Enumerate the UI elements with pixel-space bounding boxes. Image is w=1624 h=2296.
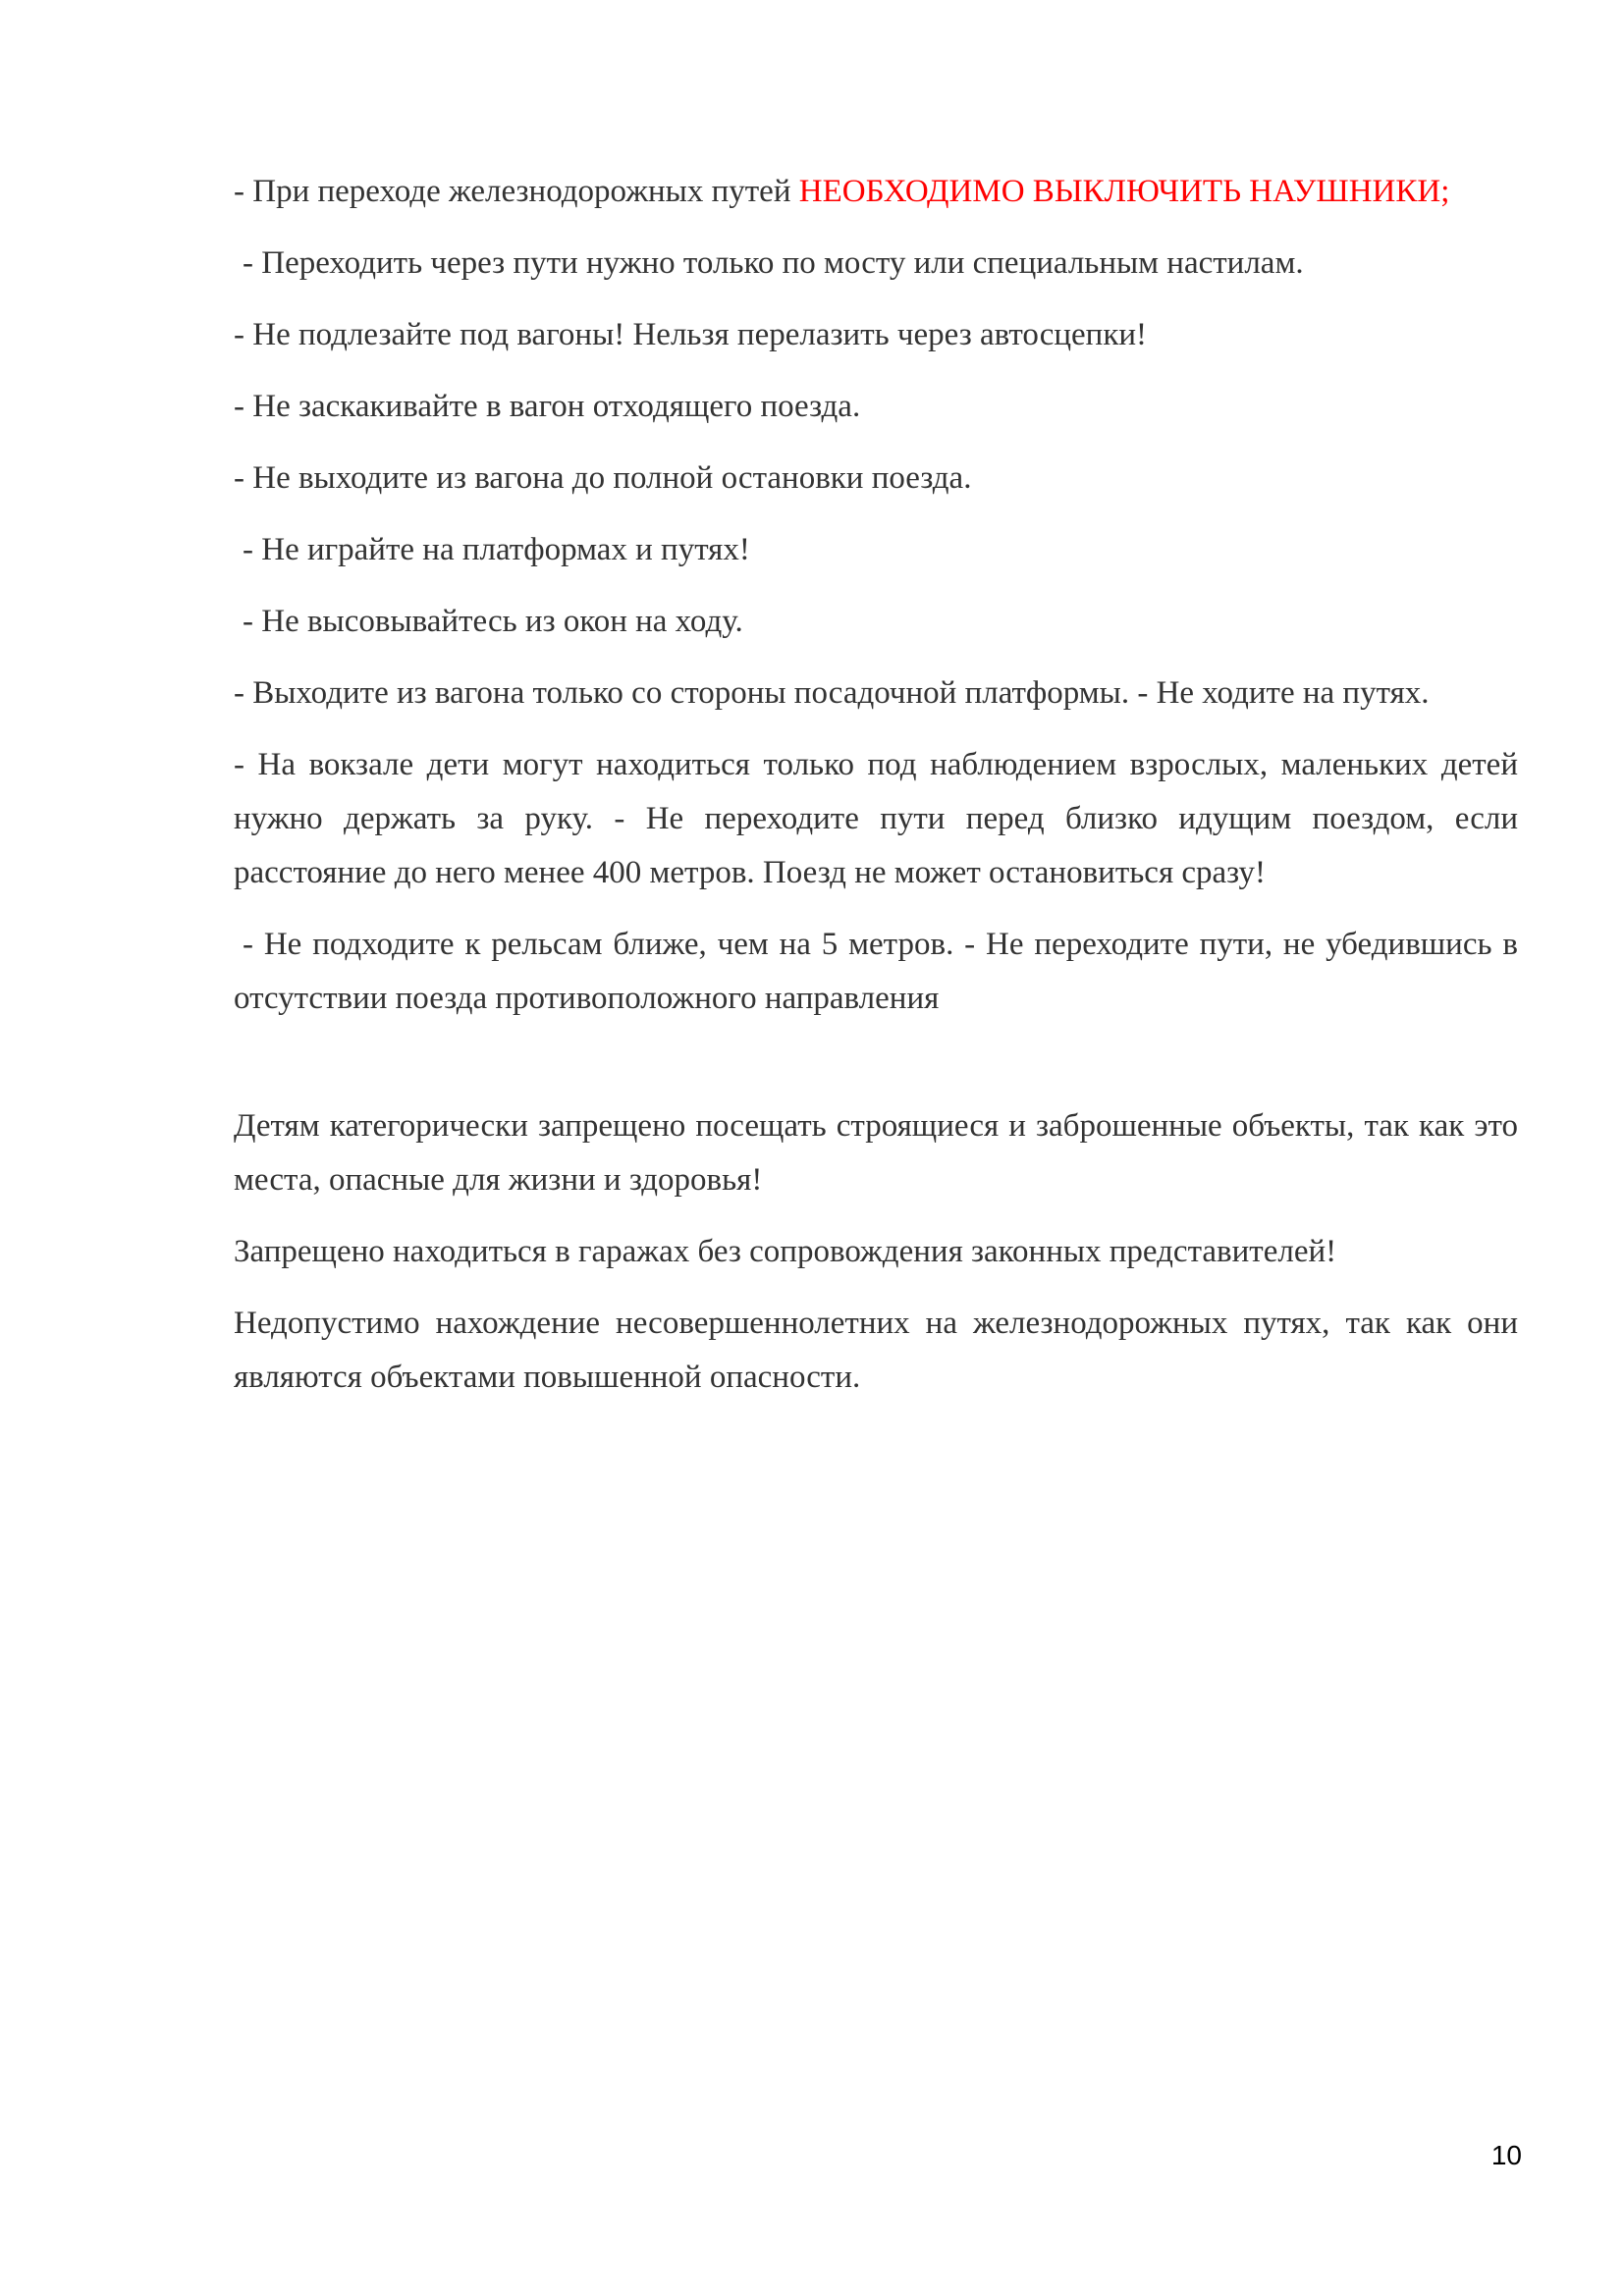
- rule-windows: - Не высовывайтесь из окон на ходу.: [243, 604, 743, 639]
- headphones-warning: НЕОБХОДИМО ВЫКЛЮЧИТЬ НАУШНИКИ;: [798, 174, 1450, 209]
- rule-crossing: - Переходить через пути нужно только по мосту или специальным настилам.: [243, 245, 1304, 281]
- prohibition-garages: Запрещено находиться в гаражах без сопровождения законных представителей!: [234, 1234, 1337, 1269]
- rule-headphones-text: - При переходе железнодорожных путей: [234, 174, 799, 209]
- rule-station-children: - На вокзале дети могут находиться только под наблюдением взрослых, маленьких детей нужно держать за руку. - Не переходите пути перед близко идущим поездом, если расстояние до него менее 400 метров. Поезд не может остановиться сразу!: [234, 747, 1518, 890]
- rule-rails-distance: - Не подходите к рельсам ближе, чем на 5 метров. - Не переходите пути, не убедившись в отсутствии поезда противоположного направления: [234, 927, 1518, 1016]
- prohibition-construction: Детям категорически запрещено посещать строящиеся и заброшенные объекты, так как это места, опасные для жизни и здоровья!: [234, 1108, 1518, 1198]
- page-content: [234, 165, 1518, 1422]
- rule-exit-platform-side: - Выходите из вагона только со стороны посадочной платформы. - Не ходите на путях.: [234, 675, 1430, 711]
- rule-under-wagons: - Не подлезайте под вагоны! Нельзя перелазить через автосцепки!: [234, 317, 1148, 352]
- rule-no-playing: - Не играйте на платформах и путях!: [243, 532, 750, 567]
- rule-jumping-in: - Не заскакивайте в вагон отходящего поезда.: [234, 389, 861, 424]
- prohibition-railway: Недопустимо нахождение несовершеннолетних на железнодорожных путях, так как они являются объектами повышенной опасности.: [234, 1306, 1518, 1395]
- rule-exit-stop: - Не выходите из вагона до полной остановки поезда.: [234, 460, 972, 496]
- rule-headphones: [234, 165, 1518, 219]
- page-number: 10: [1490, 2140, 1522, 2170]
